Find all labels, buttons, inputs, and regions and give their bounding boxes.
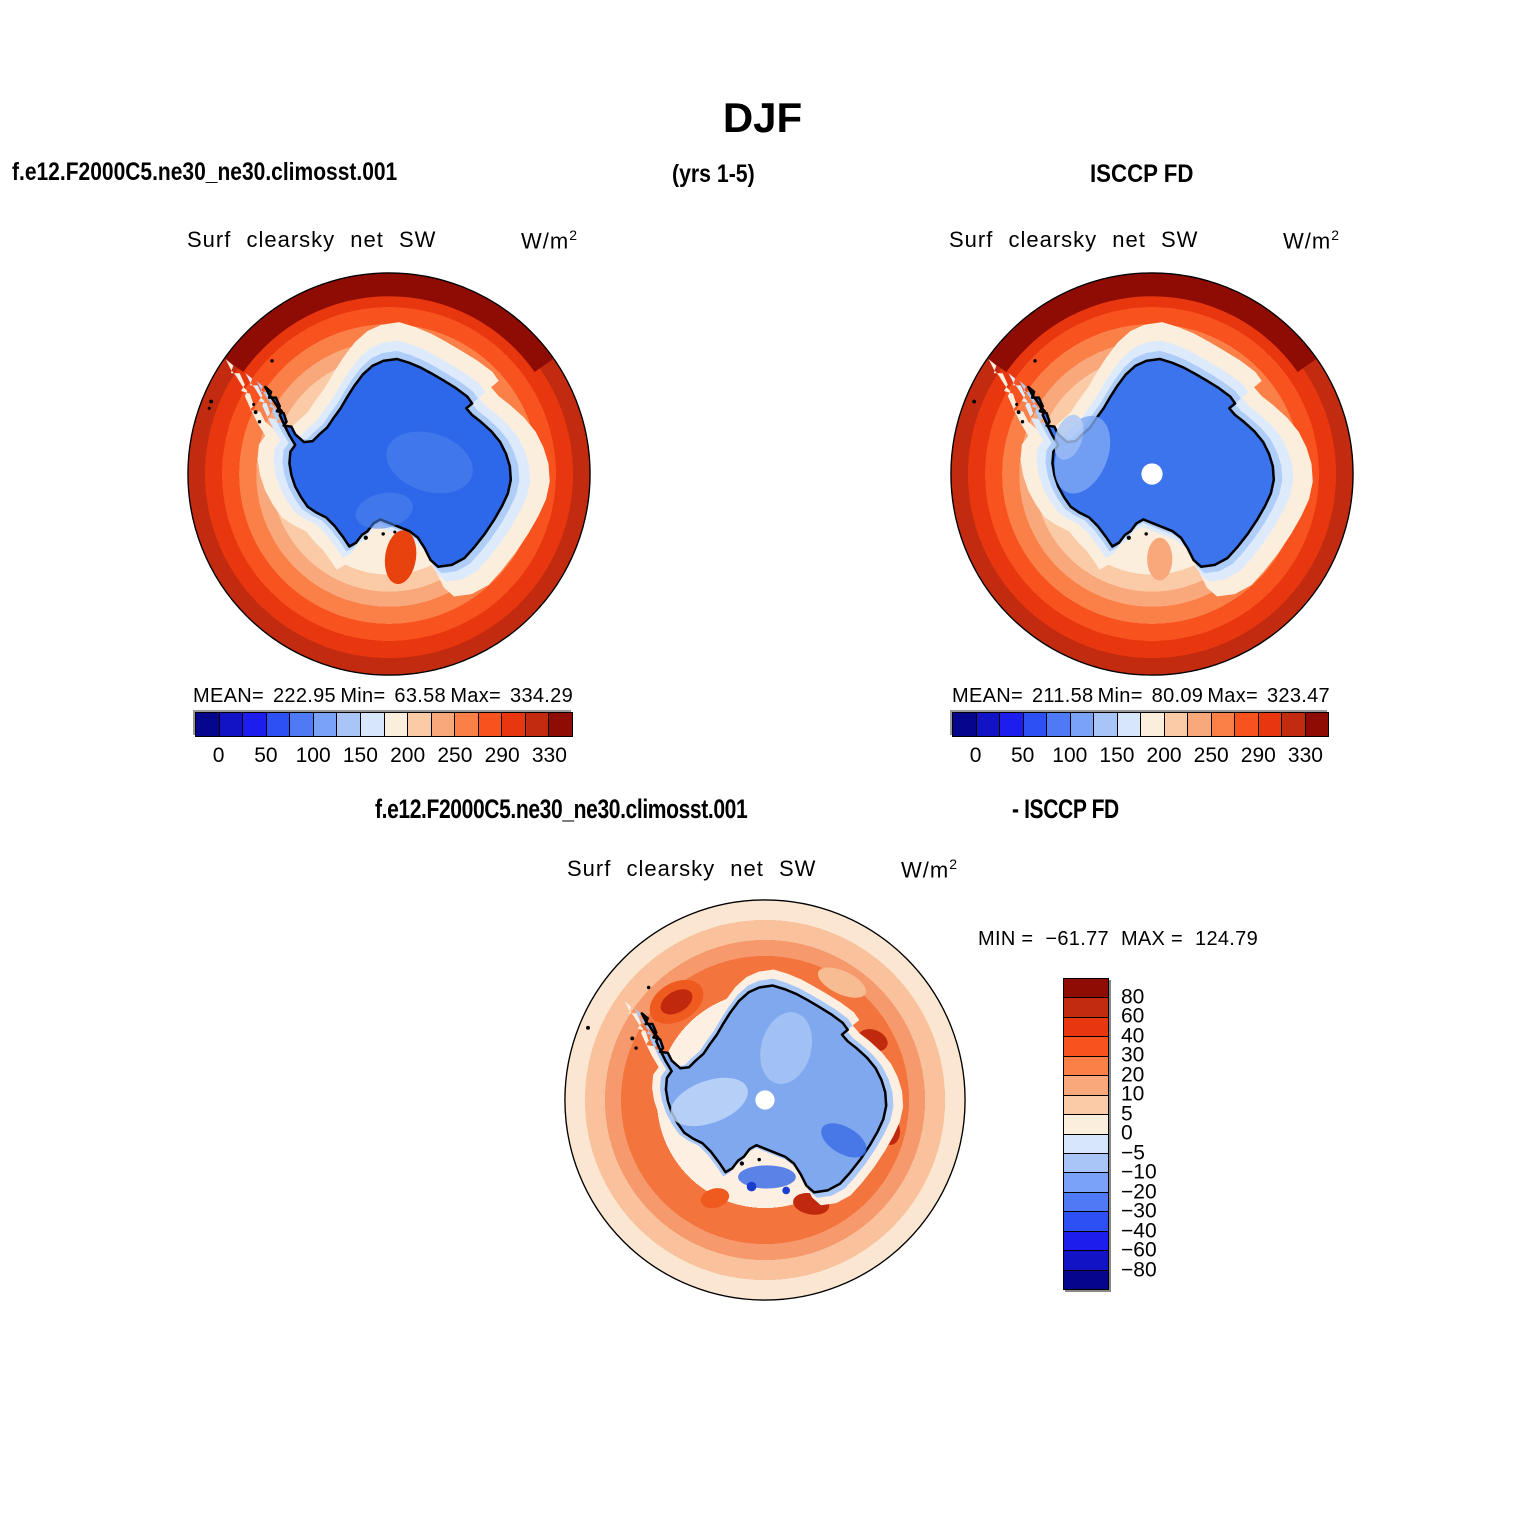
colorbar-cell (407, 713, 431, 736)
colorbar-cell (336, 713, 360, 736)
pole-data-gap-dot (755, 1090, 774, 1109)
colorbar-cell (1093, 713, 1117, 736)
diff-units-label: $W/m^2$ (901, 856, 958, 883)
colorbar-tick-label: 150 (1099, 744, 1135, 767)
pole-data-gap-dot (1141, 463, 1162, 484)
colorbar-tick-label: 290 (1240, 744, 1276, 767)
colorbar-cell (313, 713, 337, 736)
mean-label: MEAN= (952, 685, 1023, 707)
colorbar-tick-label: −80 (1121, 1258, 1157, 1282)
max-value: 124.79 (1195, 928, 1258, 950)
colorbar-cell (1211, 713, 1235, 736)
min-value: 63.58 (394, 685, 446, 707)
colorbar-tick-label: 0 (969, 744, 982, 767)
antarctica-map-diff (563, 898, 967, 1302)
colorbar-cell (1023, 713, 1047, 736)
obs-field-title: Surf clearsky net SW (949, 227, 1199, 252)
colorbar-tick-label: −40 (1121, 1219, 1157, 1243)
colorbar-cell (1064, 1114, 1108, 1133)
colorbar-cell (478, 713, 502, 736)
colorbar-tick-label: 330 (531, 744, 567, 767)
obs-name-label: ISCCP FD (1090, 160, 1194, 188)
colorbar-cell (1117, 713, 1141, 736)
colorbar-cell (1064, 1075, 1108, 1094)
colorbar-cell (1064, 1250, 1108, 1269)
colorbar-diff (1063, 978, 1157, 1290)
colorbar-cell (999, 713, 1023, 736)
colorbar-cell (1164, 713, 1188, 736)
colorbar-cell (1064, 1192, 1108, 1211)
colorbar-cell (454, 713, 478, 736)
colorbar-cell (1064, 1095, 1108, 1114)
colorbar-tick-label: 0 (212, 744, 225, 767)
colorbar-cell (1064, 1231, 1108, 1250)
min-value: 80.09 (1151, 685, 1204, 707)
colorbar-cell (360, 713, 384, 736)
colorbar-cell (1070, 713, 1094, 736)
diff-obs-name-label: - ISCCP FD (1012, 794, 1119, 824)
colorbar-cell (266, 713, 290, 736)
diff-field-title: Surf clearsky net SW (567, 856, 817, 881)
colorbar-tick-label: −5 (1121, 1141, 1145, 1165)
ross-warm-intrusion (1147, 538, 1172, 581)
max-label: Max= (450, 685, 502, 707)
min-value: −61.77 (1045, 928, 1109, 950)
colorbar-tick-label: 290 (484, 744, 520, 767)
colorbar-cell (219, 713, 243, 736)
run-name-label: f.e12.F2000C5.ne30_ne30.climosst.001 (12, 158, 398, 186)
diff-stats-row (978, 928, 1258, 951)
colorbar-tick-label: 20 (1121, 1063, 1145, 1087)
colorbar-model (195, 712, 573, 767)
min-label: Min= (1097, 685, 1143, 707)
colorbar-cell (384, 713, 408, 736)
model-panel-title-row (187, 227, 578, 254)
max-value: 334.29 (510, 685, 573, 707)
colorbar-tick-label: 150 (342, 744, 378, 767)
years-label: (yrs 1-5) (672, 160, 755, 188)
colorbar-tick-label: 40 (1121, 1024, 1145, 1048)
colorbar-cell (196, 713, 219, 736)
colorbar-cell (1064, 1017, 1108, 1036)
colorbar-cell (1064, 1153, 1108, 1172)
colorbar-tick-label: 60 (1121, 1004, 1145, 1028)
model-stats-row (193, 685, 573, 708)
colorbar-cell (548, 713, 572, 736)
colorbar-tick-label: −20 (1121, 1180, 1157, 1204)
colorbar-cell (1258, 713, 1282, 736)
colorbar-tick-label: 80 (1121, 985, 1145, 1009)
colorbar-tick-label: 30 (1121, 1043, 1145, 1067)
max-label: MAX = (1120, 928, 1184, 950)
colorbar-tick-label: 0 (1121, 1121, 1133, 1145)
colorbar-tick-label: 5 (1121, 1102, 1133, 1126)
model-field-title: Surf clearsky net SW (187, 227, 437, 252)
antarctica-map-obs (949, 271, 1355, 677)
colorbar-cell (1064, 1270, 1108, 1289)
colorbar-cell (1064, 1211, 1108, 1230)
colorbar-tick-label: −60 (1121, 1238, 1157, 1262)
obs-panel-title-row (949, 227, 1340, 254)
colorbar-tick-label: 250 (437, 744, 473, 767)
colorbar-cell (1064, 1036, 1108, 1055)
colorbar-cell (431, 713, 455, 736)
mean-label: MEAN= (193, 685, 264, 707)
max-label: Max= (1207, 685, 1258, 707)
colorbar-cell (1187, 713, 1211, 736)
colorbar-obs (952, 712, 1329, 767)
antarctica-map-model (186, 271, 592, 677)
colorbar-cell (1064, 979, 1108, 997)
colorbar-tick-label: 50 (254, 744, 278, 767)
colorbar-tick-label: −30 (1121, 1199, 1157, 1223)
diff-run-name-label: f.e12.F2000C5.ne30_ne30.climosst.001 (375, 794, 748, 824)
colorbar-cell (1064, 1172, 1108, 1191)
colorbar-tick-label: 50 (1011, 744, 1035, 767)
colorbar-cell (289, 713, 313, 736)
colorbar-tick-label: 330 (1287, 744, 1323, 767)
model-units-label: $W/m^2$ (521, 227, 578, 254)
mean-value: 222.95 (272, 685, 336, 707)
colorbar-cell (976, 713, 1000, 736)
colorbar-tick-label: 100 (295, 744, 331, 767)
colorbar-cell (1064, 1134, 1108, 1153)
colorbar-cell (1064, 997, 1108, 1016)
colorbar-cell (1281, 713, 1305, 736)
min-label: MIN = (978, 928, 1034, 950)
colorbar-tick-label: −10 (1121, 1160, 1157, 1184)
colorbar-tick-label: 200 (1146, 744, 1182, 767)
max-value: 323.47 (1267, 685, 1330, 707)
colorbar-tick-label: 100 (1052, 744, 1088, 767)
obs-stats-row (952, 685, 1330, 708)
colorbar-tick-label: 10 (1121, 1082, 1145, 1106)
colorbar-tick-label: 250 (1193, 744, 1229, 767)
colorbar-cell (1046, 713, 1070, 736)
colorbar-cell (525, 713, 549, 736)
colorbar-cell (953, 713, 976, 736)
diff-panel-title-row (567, 856, 958, 883)
obs-units-label: $W/m^2$ (1283, 227, 1340, 254)
mean-value: 211.58 (1031, 685, 1094, 707)
colorbar-cell (1305, 713, 1329, 736)
colorbar-cell (242, 713, 266, 736)
colorbar-cell (1064, 1056, 1108, 1075)
colorbar-tick-label: 200 (390, 744, 426, 767)
colorbar-cell (501, 713, 525, 736)
colorbar-cell (1234, 713, 1258, 736)
figure-title: DJF (722, 94, 803, 141)
colorbar-cell (1140, 713, 1164, 736)
min-label: Min= (340, 685, 386, 707)
